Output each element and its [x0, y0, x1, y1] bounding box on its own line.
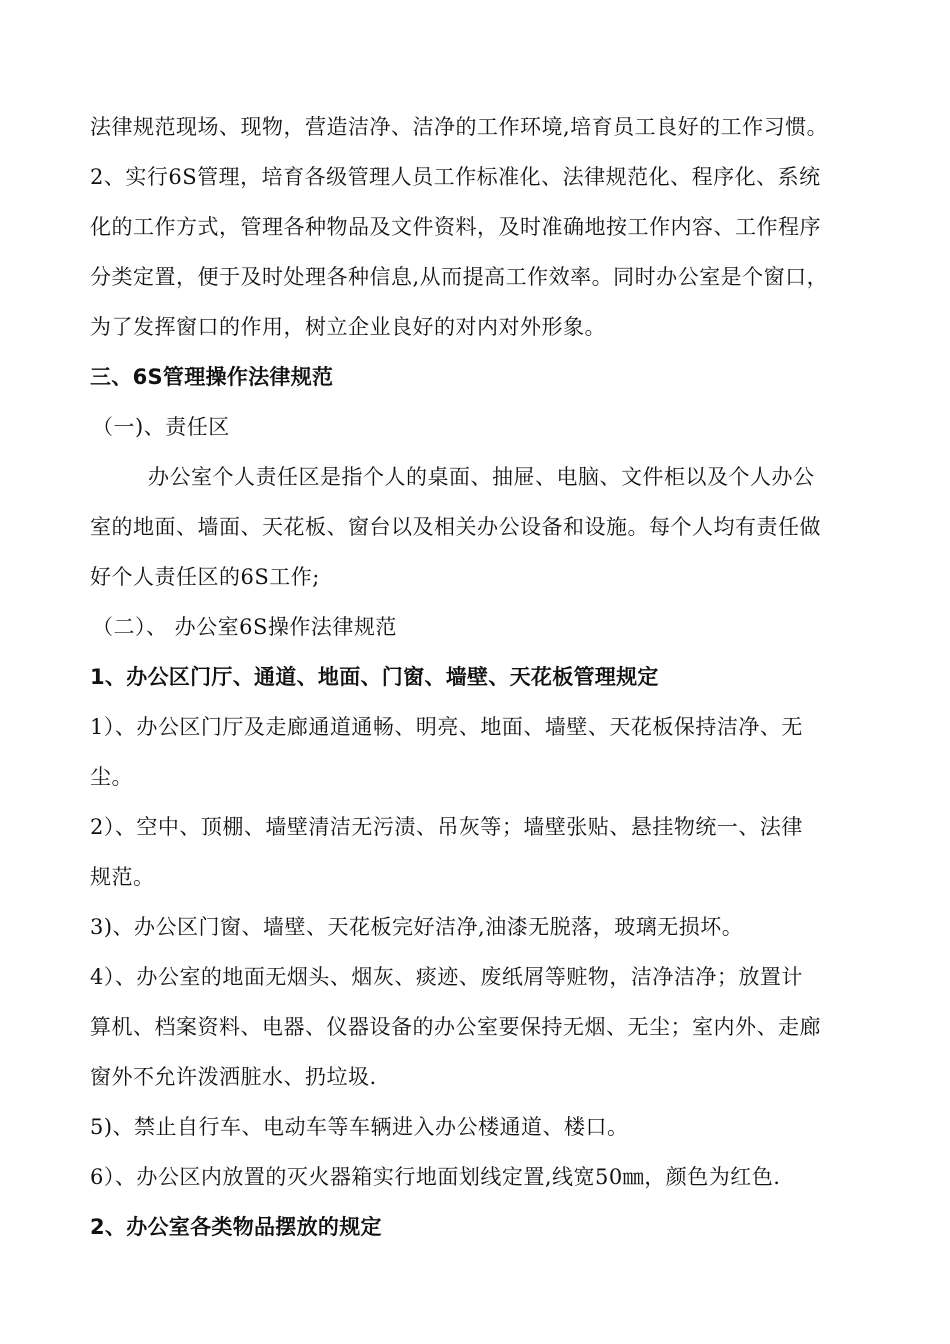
paragraph-line: 4）、办公室的地面无烟头、烟灰、痰迹、废纸屑等赃物，洁净洁净；放置计 [90, 965, 803, 989]
paragraph-line: 为了发挥窗口的作用，树立企业良好的对内对外形象。 [90, 315, 606, 339]
section-heading: 三、6S管理操作法律规范 [90, 365, 334, 389]
paragraph-line: 室的地面、墙面、天花板、窗台以及相关办公设备和设施。每个人均有责任做 [90, 515, 821, 539]
paragraph-line: 规范。 [90, 865, 155, 889]
paragraph-line: 2）、空中、顶棚、墙壁清洁无污渍、吊灰等；墙壁张贴、悬挂物统一、法律 [90, 815, 803, 839]
paragraph-line: 6）、办公区内放置的灭火器箱实行地面划线定置,线宽50㎜，颜色为红色. [90, 1165, 781, 1189]
item-heading: 2、办公室各类物品摆放的规定 [90, 1215, 382, 1239]
paragraph-line: 分类定置，便于及时处理各种信息,从而提高工作效率。同时办公室是个窗口， [90, 265, 829, 289]
paragraph-line: 窗外不允许泼洒脏水、扔垃圾. [90, 1065, 377, 1089]
paragraph-line: 法律规范现场、现物，营造洁净、洁净的工作环境,培育员工良好的工作习惯。 [90, 115, 829, 139]
paragraph-line: 1）、办公区门厅及走廊通道通畅、明亮、地面、墙壁、天花板保持洁净、无 [90, 715, 803, 739]
paragraph-line: 化的工作方式，管理各种物品及文件资料，及时准确地按工作内容、工作程序 [90, 215, 821, 239]
paragraph-line: 好个人责任区的6S工作; [90, 565, 320, 589]
subsection-heading: （二）、 办公室6S操作法律规范 [92, 615, 397, 639]
item-heading: 1、办公区门厅、通道、地面、门窗、墙壁、天花板管理规定 [90, 665, 659, 689]
paragraph-line: 尘。 [90, 765, 133, 789]
paragraph-line: 办公室个人责任区是指个人的桌面、抽屉、电脑、文件柜以及个人办公 [148, 465, 815, 489]
paragraph-line: 3)、办公区门窗、墙壁、天花板完好洁净,油漆无脱落，玻璃无损坏。 [90, 915, 744, 939]
paragraph-line: 算机、档案资料、电器、仪器设备的办公室要保持无烟、无尘；室内外、走廊 [90, 1015, 821, 1039]
subsection-heading: （一)、责任区 [92, 415, 230, 439]
paragraph-line: 2、实行6S管理，培育各级管理人员工作标准化、法律规范化、程序化、系统 [90, 165, 821, 189]
paragraph-line: 5)、禁止自行车、电动车等车辆进入办公楼通道、楼口。 [90, 1115, 629, 1139]
